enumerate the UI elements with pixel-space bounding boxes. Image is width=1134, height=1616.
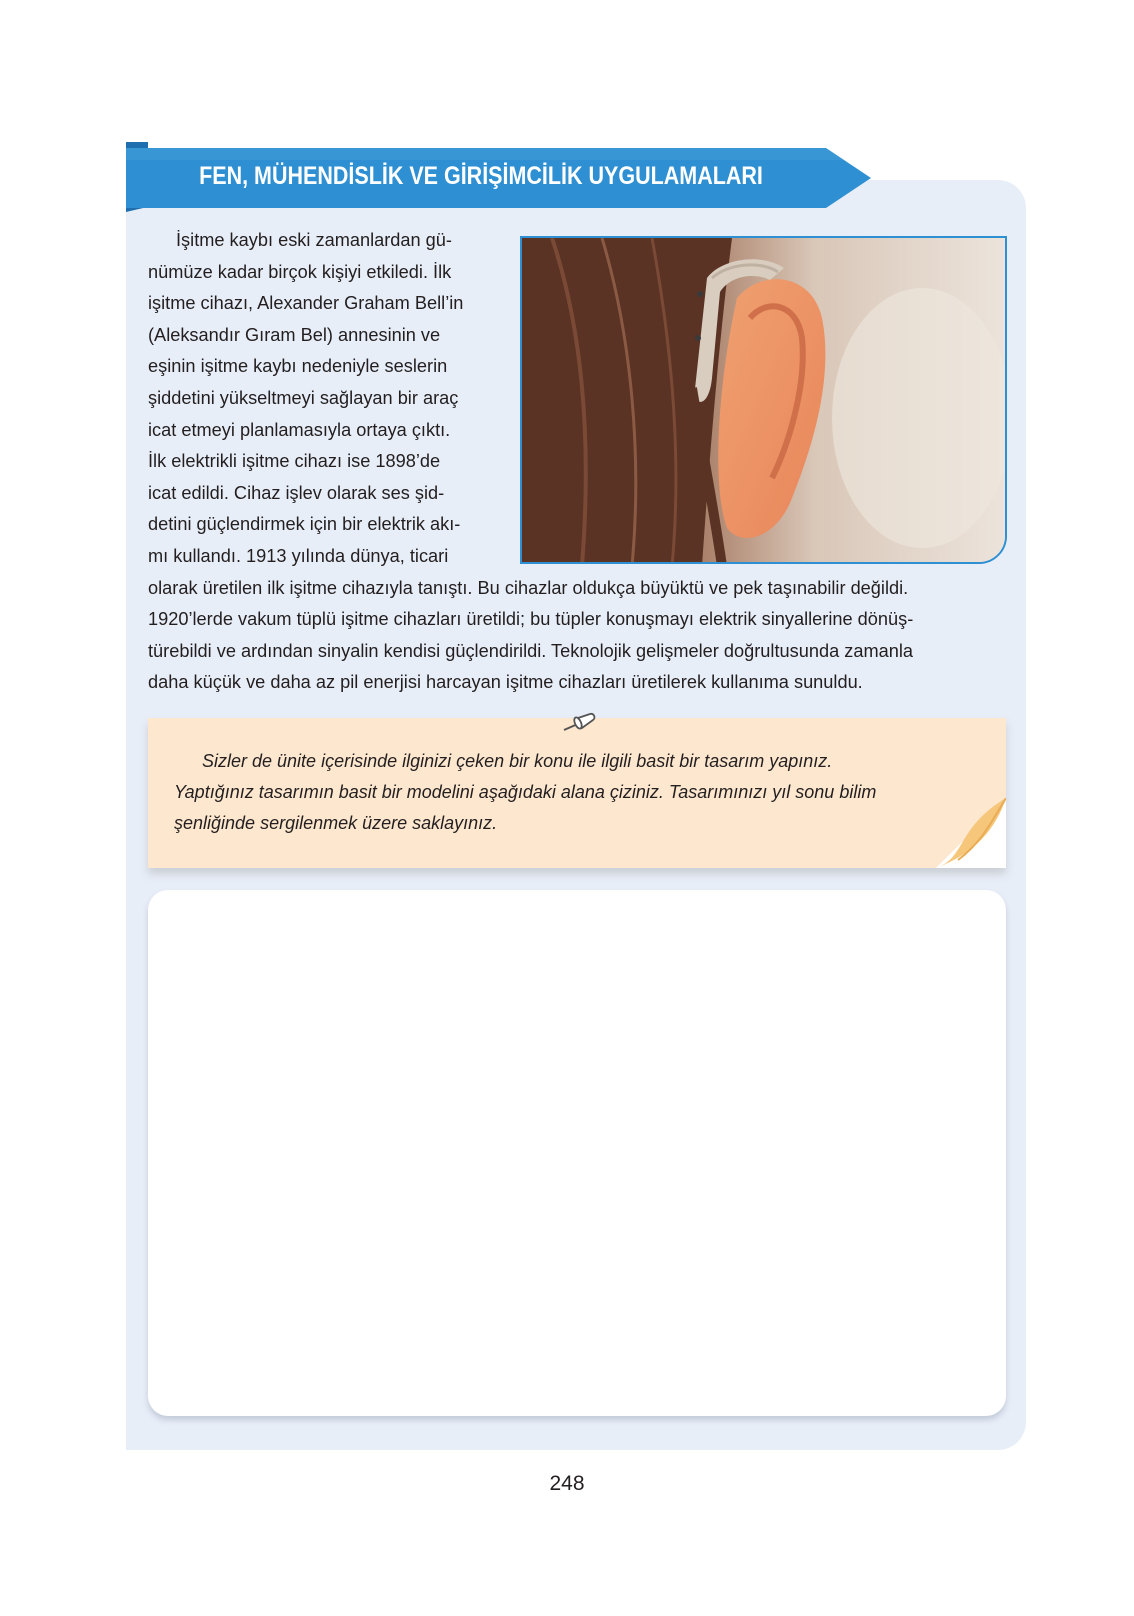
text-line: İşitme kaybı eski zamanlardan gü- — [176, 230, 452, 250]
text-line: olarak üretilen ilk işitme cihazıyla tanıştı. Bu cihazlar oldukça büyüktü ve pek taşınabilir değildi. — [148, 577, 909, 598]
section-title: FEN, MÜHENDİSLİK VE GİRİŞİMCİLİK UYGULAMALARI — [199, 162, 763, 190]
text-line: mı kullandı. 1913 yılında dünya, ticari — [148, 545, 449, 566]
page-number: 248 — [549, 1472, 585, 1495]
body-text-wide — [148, 573, 1006, 699]
pushpin-icon — [560, 710, 600, 738]
text-line: (Aleksandır Gıram Bel) annesinin ve — [148, 324, 441, 345]
body-text — [148, 225, 1006, 699]
text-line: icat edildi. Cihaz işlev olarak ses şid- — [148, 482, 445, 503]
text-line: işitme cihazı, Alexander Graham Bell’in — [148, 293, 464, 314]
text-line: İlk elektrikli işitme cihazı ise 1898’de — [148, 451, 441, 472]
text-line: eşinin işitme kaybı nedeniyle seslerin — [148, 356, 448, 377]
page-curl-icon — [936, 798, 1006, 868]
text-line: şiddetini yükseltmeyi sağlayan bir araç — [148, 387, 459, 408]
section-banner — [126, 142, 871, 212]
text-line: nümüze kadar birçok kişiyi etkiledi. İlk — [148, 261, 452, 282]
note-line: Sizler de ünite içerisinde ilginizi çeken bir konu ile ilgili basit bir tasarım yapınız. — [202, 751, 833, 771]
drawing-area[interactable] — [148, 890, 1006, 1416]
task-note — [148, 718, 1006, 868]
text-line: detini güçlendirmek için bir elektrik akı- — [148, 514, 461, 535]
note-line: Yaptığınız tasarımın basit bir modelini aşağıdaki alana çiziniz. Tasarımınızı yıl sonu bilim — [174, 782, 877, 802]
text-line: türebildi ve ardından sinyalin kendisi güçlendirildi. Teknolojik gelişmeler doğrultusunda zamanla — [148, 640, 913, 661]
body-text-narrow — [148, 225, 488, 573]
text-line: 1920’lerde vakum tüplü işitme cihazları üretildi; bu tüpler konuşmayı elektrik sinyallerine dönüş- — [148, 609, 914, 630]
task-note-text — [174, 746, 944, 839]
text-line: daha küçük ve daha az pil enerjisi harcayan işitme cihazları üretilerek kullanıma sunuldu. — [148, 672, 863, 693]
note-line: şenliğinde sergilenmek üzere saklayınız. — [174, 813, 498, 833]
text-line: icat etmeyi planlamasıyla ortaya çıktı. — [148, 419, 451, 440]
